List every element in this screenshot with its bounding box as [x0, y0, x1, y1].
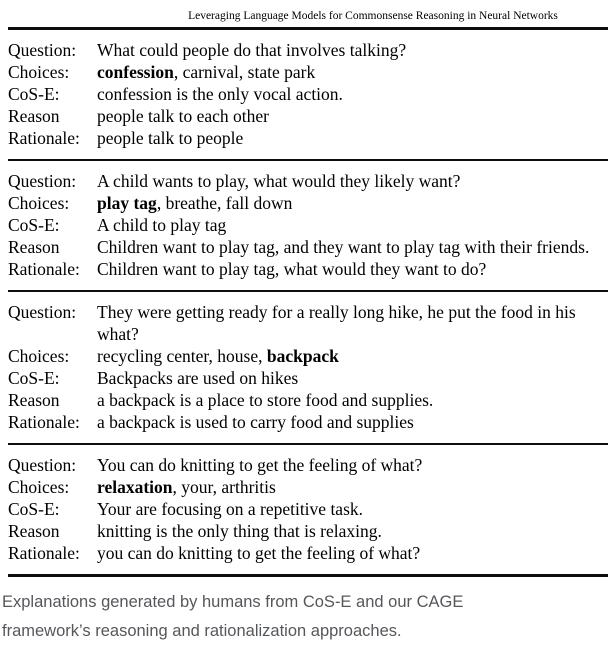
- answer-choice-bold: play tag: [97, 192, 157, 213]
- table-row: [8, 476, 608, 498]
- row-label: Question:: [8, 39, 77, 60]
- table-row: [8, 454, 608, 476]
- table-row: [8, 192, 608, 214]
- row-value: [97, 520, 608, 542]
- row-label: Choices:: [8, 61, 70, 82]
- row-label: Reason: [8, 389, 60, 410]
- table-row: [8, 345, 608, 367]
- row-text: A child to play tag: [97, 214, 227, 235]
- example-block: [8, 292, 608, 443]
- row-value: [97, 367, 608, 389]
- row-value: [97, 105, 608, 127]
- answer-choice-bold: confession: [97, 61, 174, 82]
- row-label: Choices:: [8, 345, 70, 366]
- answer-choice-bold: backpack: [266, 345, 339, 366]
- example-block: [8, 445, 608, 574]
- row-text: Backpacks are used on hikes: [97, 367, 299, 388]
- example-block: [8, 161, 608, 290]
- example-blocks: [8, 30, 608, 578]
- row-text: people talk to people: [97, 127, 244, 148]
- table-row: [8, 520, 608, 542]
- table-row: [8, 170, 608, 192]
- row-label: Choices:: [8, 476, 70, 497]
- row-label: CoS-E:: [8, 367, 60, 388]
- row-label: Question:: [8, 454, 77, 475]
- row-label: Rationale:: [8, 542, 80, 563]
- row-label: Choices:: [8, 192, 70, 213]
- table-row: [8, 411, 608, 433]
- table-bottom-rule: [8, 574, 608, 578]
- row-text: a backpack is a place to store food and supplies.: [97, 389, 434, 410]
- row-value: [97, 127, 608, 149]
- examples-table: [8, 27, 608, 577]
- row-text: They were getting ready for a really long hike, he put the food in his what?: [97, 301, 576, 344]
- table-row: [8, 127, 608, 149]
- row-text: confession is the only vocal action.: [97, 83, 343, 104]
- table-row: [8, 61, 608, 83]
- row-value: [97, 192, 608, 214]
- table-row: [8, 542, 608, 564]
- row-value: [97, 214, 608, 236]
- row-label: CoS-E:: [8, 498, 60, 519]
- row-value: [97, 345, 608, 367]
- table-row: [8, 214, 608, 236]
- table-caption: Explanations generated by humans from CoS-E and our CAGE framework’s reasoning and rationalization approaches.: [2, 593, 464, 640]
- table-row: [8, 83, 608, 105]
- row-label: Reason: [8, 105, 60, 126]
- row-value: [97, 236, 608, 258]
- row-text: you can do knitting to get the feeling of what?: [97, 542, 421, 563]
- row-value: [97, 498, 608, 520]
- row-text: , carnival, state park: [173, 61, 316, 82]
- row-value: [97, 61, 608, 83]
- table-row: [8, 258, 608, 280]
- table-row: [8, 389, 608, 411]
- row-value: [97, 39, 608, 61]
- row-text: A child wants to play, what would they likely want?: [97, 170, 461, 191]
- table-row: [8, 367, 608, 389]
- table-row: [8, 301, 608, 345]
- row-text: a backpack is used to carry food and supplies: [97, 411, 414, 432]
- row-value: [97, 476, 608, 498]
- row-text: , your, arthritis: [172, 476, 276, 497]
- row-label: Question:: [8, 170, 77, 191]
- table-row: [8, 498, 608, 520]
- answer-choice-bold: relaxation: [97, 476, 173, 497]
- row-label: CoS-E:: [8, 214, 60, 235]
- row-text: , breathe, fall down: [156, 192, 293, 213]
- row-text: Your are focusing on a repetitive task.: [97, 498, 364, 519]
- row-text: Children want to play tag, what would they want to do?: [97, 258, 487, 279]
- row-text: recycling center, house,: [97, 345, 267, 366]
- row-text: Children want to play tag, and they want to play tag with their friends.: [97, 236, 590, 257]
- row-text: What could people do that involves talking?: [97, 39, 407, 60]
- row-value: [97, 301, 608, 345]
- row-label: Rationale:: [8, 258, 80, 279]
- row-label: CoS-E:: [8, 83, 60, 104]
- table-row: [8, 105, 608, 127]
- row-label: Question:: [8, 301, 77, 322]
- row-value: [97, 411, 608, 433]
- row-label: Reason: [8, 236, 60, 257]
- row-value: [97, 83, 608, 105]
- row-value: [97, 170, 608, 192]
- row-label: Rationale:: [8, 127, 80, 148]
- row-value: [97, 542, 608, 564]
- row-text: knitting is the only thing that is relaxing.: [97, 520, 382, 541]
- row-text: people talk to each other: [97, 105, 270, 126]
- row-label: Reason: [8, 520, 60, 541]
- row-value: [97, 389, 608, 411]
- row-value: [97, 258, 608, 280]
- running-head: Leveraging Language Models for Commonsense Reasoning in Neural Networks: [188, 10, 558, 22]
- row-text: You can do knitting to get the feeling of what?: [97, 454, 423, 475]
- row-value: [97, 454, 608, 476]
- example-block: [8, 30, 608, 159]
- row-label: Rationale:: [8, 411, 80, 432]
- table-row: [8, 236, 608, 258]
- table-row: [8, 39, 608, 61]
